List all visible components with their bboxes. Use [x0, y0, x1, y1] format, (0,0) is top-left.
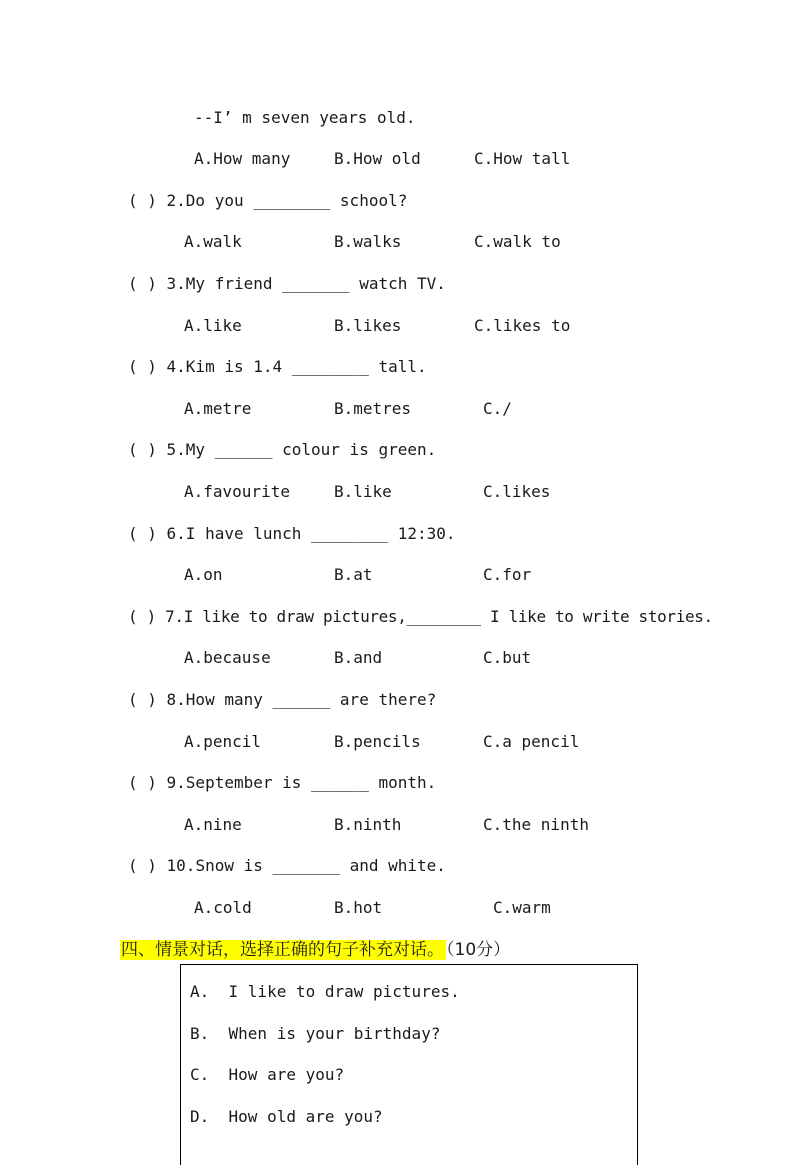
question-prefix: ( ) 5.	[128, 440, 186, 459]
q9-option-c: C.the ninth	[483, 815, 589, 834]
question-text: I like to draw pictures,________ I like to write stories.	[183, 607, 713, 626]
q3-option-c: C.likes to	[474, 316, 571, 335]
question-prefix: ( ) 10.	[128, 856, 196, 875]
q6-option-b: B.at	[334, 565, 373, 584]
question-text: How many ______ are there?	[185, 690, 437, 709]
q7-option-a: A.because	[184, 648, 271, 667]
q7-option-b: B.and	[334, 648, 383, 667]
question-4	[128, 357, 427, 377]
dialog-option-b: B. When is your birthday?	[190, 1024, 441, 1043]
question-9	[128, 773, 436, 793]
q8-option-a: A.pencil	[184, 732, 262, 751]
section-title: 四、情景对话，选择正确的句子补充对话。	[121, 940, 444, 960]
q3-option-a: A.like	[184, 316, 242, 335]
q4-option-c: C./	[483, 399, 512, 418]
q5-option-c: C.likes	[483, 482, 551, 501]
q1-answer-line: --I’ m seven years old.	[194, 108, 416, 127]
q3-option-b: B.likes	[334, 316, 402, 335]
question-3	[128, 274, 446, 294]
question-text: My ______ colour is green.	[185, 440, 437, 459]
question-prefix: ( ) 3.	[128, 274, 186, 293]
question-6	[128, 524, 456, 544]
q10-option-a: A.cold	[194, 898, 252, 917]
question-prefix: ( ) 6.	[128, 524, 186, 543]
question-7	[128, 607, 713, 627]
q7-option-c: C.but	[483, 648, 532, 667]
q1-option-b: B.How old	[334, 149, 421, 168]
section-score: （10分）	[446, 940, 511, 960]
question-text: My friend _______ watch TV.	[185, 274, 446, 293]
q2-option-c: C.walk to	[474, 232, 561, 251]
dialog-option-d: D. How old are you?	[190, 1107, 383, 1126]
question-text: Do you ________ school?	[185, 191, 408, 210]
q8-option-b: B.pencils	[334, 732, 421, 751]
question-5	[128, 440, 436, 460]
question-prefix: ( ) 2.	[128, 191, 186, 210]
q5-option-b: B.like	[334, 482, 392, 501]
question-10	[128, 856, 446, 876]
dialog-option-c: C. How are you?	[190, 1065, 345, 1084]
q10-option-c: C.warm	[493, 898, 551, 917]
q9-option-b: B.ninth	[334, 815, 402, 834]
question-prefix: ( ) 8.	[128, 690, 186, 709]
q5-option-a: A.favourite	[184, 482, 290, 501]
dialog-option-a: A. I like to draw pictures.	[190, 982, 460, 1001]
q2-option-a: A.walk	[184, 232, 242, 251]
question-2	[128, 191, 407, 211]
question-8	[128, 690, 436, 710]
question-text: September is ______ month.	[185, 773, 437, 792]
q6-option-c: C.for	[483, 565, 532, 584]
question-text: Snow is _______ and white.	[195, 856, 446, 875]
question-prefix: ( ) 4.	[128, 357, 186, 376]
q6-option-a: A.on	[184, 565, 223, 584]
q4-option-a: A.metre	[184, 399, 252, 418]
q1-option-a: A.How many	[194, 149, 291, 168]
q8-option-c: C.a pencil	[483, 732, 580, 751]
q4-option-b: B.metres	[334, 399, 412, 418]
question-prefix: ( ) 9.	[128, 773, 186, 792]
question-text: Kim is 1.4 ________ tall.	[185, 357, 427, 376]
section-heading	[120, 938, 510, 962]
q9-option-a: A.nine	[184, 815, 242, 834]
question-text: I have lunch ________ 12:30.	[185, 524, 456, 543]
q10-option-b: B.hot	[334, 898, 383, 917]
question-prefix: ( ) 7.	[128, 607, 184, 626]
q1-option-c: C.How tall	[474, 149, 571, 168]
dialog-options-box	[180, 964, 638, 1165]
q2-option-b: B.walks	[334, 232, 402, 251]
